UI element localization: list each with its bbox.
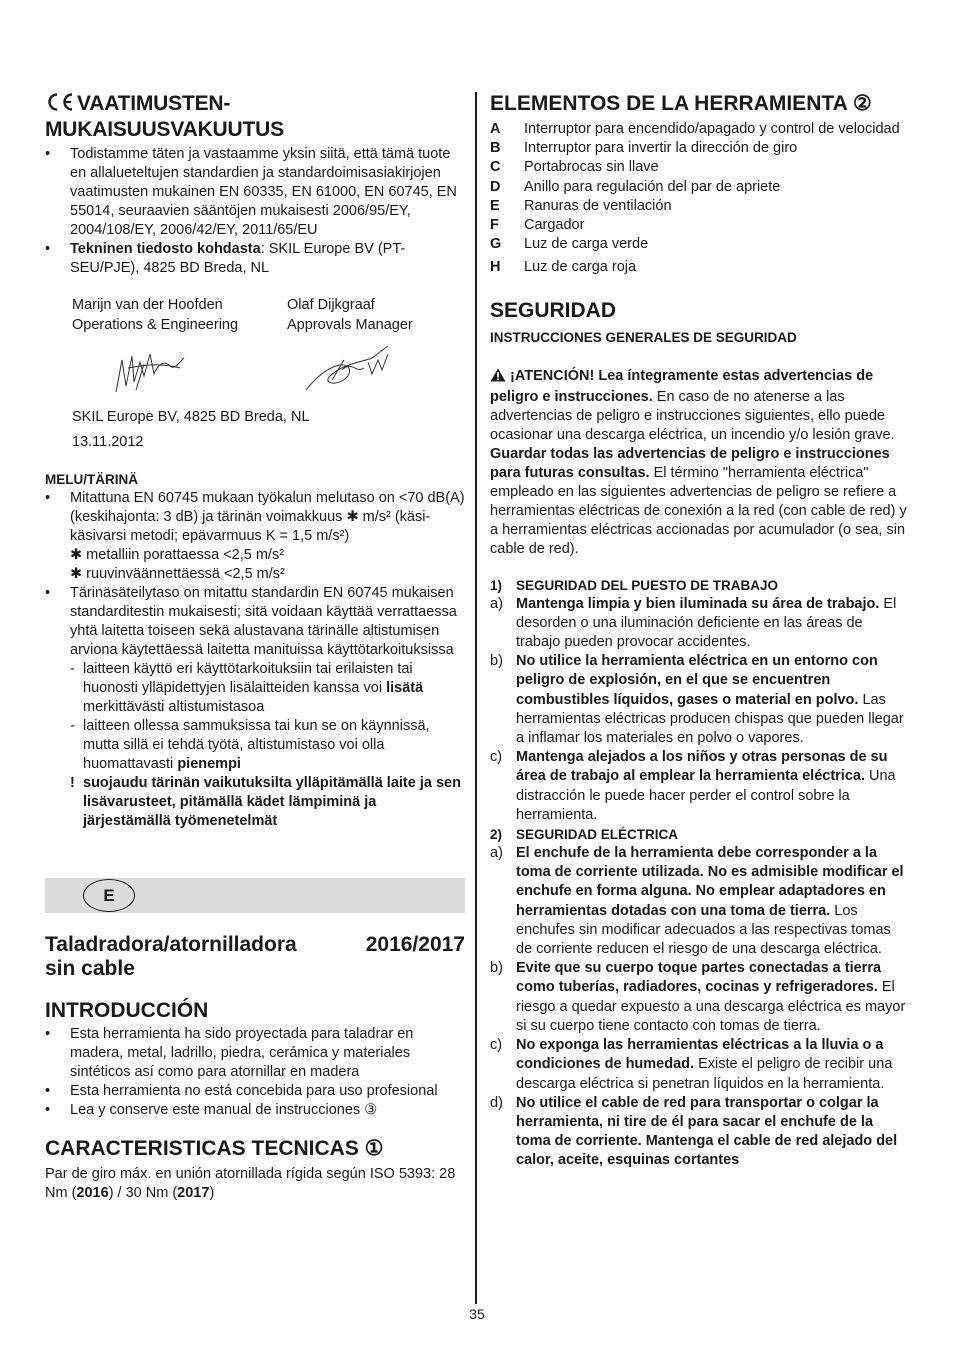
element-item: A Interruptor para encendido/apagado y control de velocidad xyxy=(490,121,900,137)
noise-bullet-2: • Tärinäsäteilytaso on mitattu standardin EN 60745 mukaisen standarditestin mukaisesti; sitä voidaan käyttää verrattaessa yhtä laitetta toiseen sekä alustavana tärinälle altistumisen arviona käytettäessä laitetta manituissa käyttötarkoituksissa xyxy=(45,584,465,660)
general-warning: ¡ATENCIÓN! Lea íntegramente estas advertencias de peligro e instrucciones. En caso de no atenerse a las advertencias de peligro e instrucciones siguientes, ello puede ocasionar una descarga eléctrica, un incendio y/o lesión grave. Guardar todas las advertencias de peligro e instrucciones para futuras consultas. El término "herramienta eléctrica" empleado en las siguientes advertencias de peligro se refiere a herramientas eléctricas de conexión a la red (con cable de red) y a herramientas eléctricas accionadas por acumulador (o sea, sin cable de red). xyxy=(490,367,907,557)
element-item: B Interruptor para invertir la dirección de giro xyxy=(490,140,798,157)
intro-item-2: • Esta herramienta no está concebida para uso profesional xyxy=(45,1082,465,1101)
element-item: F Cargador xyxy=(490,217,585,234)
language-bar xyxy=(45,878,465,913)
section-2-item: a) El enchufe de la herramienta debe corresponder a la toma de corriente utilizada. No es admisible modificar el enchufe en forma alguna. No emplear adaptadores en herramientas dotadas con una toma de tierra. Los enchufes sin modificar adecuados a las respectivas tomas de corriente reducen el riesgo de una descarga eléctrica. xyxy=(490,845,904,958)
signer-1: Marijn van der Hoofden Operations & Engineering xyxy=(72,297,239,333)
signature-2-icon xyxy=(302,340,402,396)
dash-item-1: - laitteen käyttö eri käyttötarkoituksiin tai erilaisten tai huonosti ylläpidettyjen lisälaitteiden kanssa voi lisätä merkittävästi altistumistasoa xyxy=(70,661,424,715)
elements-list xyxy=(490,120,910,278)
section-1-title: 1) SEGURIDAD DEL PUESTO DE TRABAJO xyxy=(490,577,779,593)
ce-mark-icon xyxy=(45,92,75,118)
noise-vibration-title: MELU/TÄRINÄ xyxy=(45,472,138,487)
technical-text: Par de giro máx. en unión atornillada rígida según ISO 5393: 28 Nm (2016) / 30 Nm (2017) xyxy=(45,1166,456,1201)
ce-statement: • Todistamme täten ja vastaamme yksin siitä, että tämä tuote en allalueteltujen standardien ja standardoimisasiakirjojen vaatimusten mukainen EN 60335, EN 61000, EN 60745, EN 55014, seuraavien sääntöjen mukaisesti 2006/95/EY, 2004/108/EY, 2006/42/EY, 2011/65/EU xyxy=(45,145,465,240)
noise-bullet-1: • Mitattuna EN 60745 mukaan työkalun melutaso on <70 dB(A) (keskihajonta: 3 dB) ja tärinän voimakkuus ✱ m/s² (käsi-käsivarsi metodi; epävarmuus K = 1,5 m/s²) ✱ metalliin porattaessa <2,5 m/s² ✱ ruuvinväännettäessä <2,5 m/s² xyxy=(45,489,465,584)
ce-declaration-title: VAATIMUSTEN- MUKAISUUSVAKUUTUS xyxy=(45,92,284,141)
language-badge: E xyxy=(83,879,135,912)
section-2-title: 2) SEGURIDAD ELÉCTRICA xyxy=(490,827,679,843)
elements-title: ELEMENTOS DE LA HERRAMIENTA ② xyxy=(490,92,872,115)
element-item: C Portabrocas sin llave xyxy=(490,159,659,176)
signer-2: Olaf Dijkgraaf Approvals Manager xyxy=(287,297,413,333)
technical-file: • Tekninen tiedosto kohdasta: SKIL Europe BV (PT-SEU/PJE), 4825 BD Breda, NL xyxy=(45,240,465,278)
product-title: Taladradora/atornilladora 2016/2017 sin cable xyxy=(45,933,465,980)
signature-1-icon xyxy=(110,346,200,398)
intro-title: INTRODUCCIÓN xyxy=(45,999,209,1022)
section-2-item: b) Evite que su cuerpo toque partes conectadas a tierra como tuberías, radiadores, cocinas y refrigeradores. El riesgo a quedar expuesto a una descarga eléctrica es mayor si su cuerpo tiene contacto con tomas de tierra. xyxy=(490,960,906,1034)
column-divider xyxy=(475,92,477,1304)
technical-title: CARACTERISTICAS TECNICAS ① xyxy=(45,1137,384,1160)
section-1-item: c) Mantenga alejados a los niños y otras personas de su área de trabajo al emplear la herramienta eléctrica. Una distracción le puede hacer perder el control sobre la herramienta. xyxy=(490,749,896,823)
section-1-item: a) Mantenga limpia y bien iluminada su área de trabajo. El desorden o una iluminación deficiente en las áreas de trabajo pueden provocar accidentes. xyxy=(490,595,897,651)
product-model: 2016/2017 xyxy=(365,933,465,956)
safety-title: SEGURIDAD xyxy=(490,298,617,322)
dash-item-2: - laitteen ollessa sammuksissa tai kun se on käynnissä, mutta sillä ei tehdä työtä, altistumistaso voi olla huomattavasti pienempi xyxy=(70,718,430,772)
intro-item-1: • Esta herramienta ha sido proyectada para taladrar en madera, metal, ladrillo, piedra, cerámica y materiales sintéticos así como para atornillar en madera xyxy=(45,1025,465,1082)
section-2-item: d) No utilice el cable de red para transportar o colgar la herramienta, ni tire de él para sacar el enchufe de la toma de corriente. Mantenga el cable de red alejado del calor, aceite, esquinas cortantes xyxy=(490,1094,898,1169)
section-1-item: b) No utilice la herramienta eléctrica en un entorno con peligro de explosión, en el que se encuentren combustibles líquidos, gases o material en polvo. Las herramientas eléctricas producen chispas que pueden llegar a inflamar los materiales en polvo o vapores. xyxy=(490,653,904,747)
safety-subtitle: INSTRUCCIONES GENERALES DE SEGURIDAD xyxy=(490,329,797,345)
intro-item-3: • Lea y conserve este manual de instrucciones ③ xyxy=(45,1101,465,1120)
element-item: H Luz de carga roja xyxy=(490,259,637,276)
left-column xyxy=(45,92,465,1203)
company-address: SKIL Europe BV, 4825 BD Breda, NL xyxy=(72,409,310,425)
declaration-date: 13.11.2012 xyxy=(72,434,144,450)
element-item: E Ranuras de ventilación xyxy=(490,197,672,214)
element-item: D Anillo para regulación del par de apriete xyxy=(490,178,781,195)
section-2-item: c) No exponga las herramientas eléctricas a la lluvia o a condiciones de humedad. Existe el peligro de recibir una descarga eléctrica si penetran líquidos en la herramienta. xyxy=(490,1037,893,1092)
right-column xyxy=(490,92,910,1171)
signature-block xyxy=(72,296,465,450)
page-number: 35 xyxy=(469,1306,485,1322)
exclamation-item: ! suojaudu tärinän vaikutuksilta ylläpitämällä laite ja sen lisävarusteet, pitämällä kädet lämpiminä ja järjestämällä työmenetelmät xyxy=(70,775,461,829)
warning-triangle-icon xyxy=(490,368,506,388)
element-item: G Luz de carga verde xyxy=(490,236,649,253)
